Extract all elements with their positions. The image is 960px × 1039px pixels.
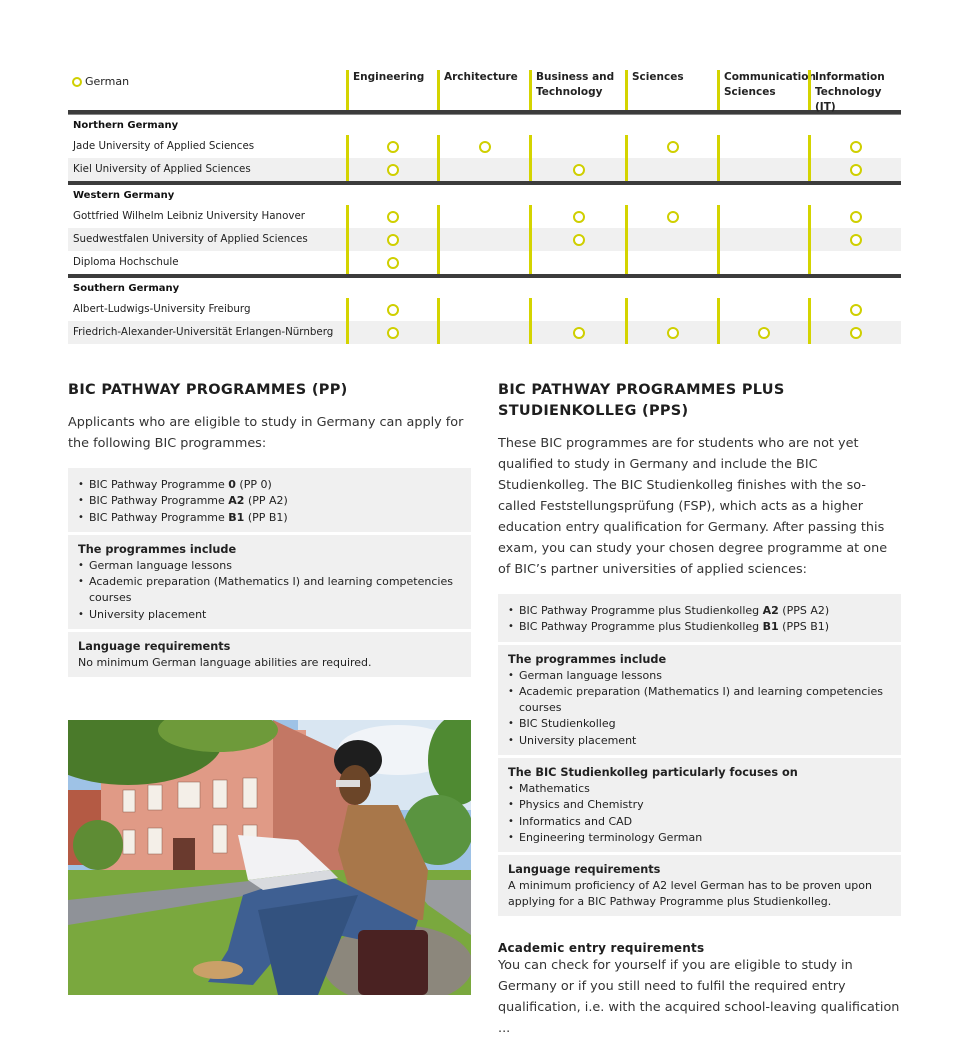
german-taught-dot-icon xyxy=(850,211,862,223)
programme-code: (PPS A2) xyxy=(778,604,830,617)
table-cell xyxy=(349,158,437,181)
german-taught-dot-icon xyxy=(850,234,862,246)
german-taught-dot-icon xyxy=(850,304,862,316)
include-item: • Academic preparation (Mathematics I) and learning competencies courses xyxy=(508,684,891,717)
german-taught-dot-icon xyxy=(850,141,862,153)
student-photo-image xyxy=(68,720,471,995)
table-cell xyxy=(628,251,717,274)
campus-photo xyxy=(68,720,471,995)
table-cell xyxy=(440,135,529,158)
table-cell xyxy=(720,321,808,344)
include-item: • BIC Studienkolleg xyxy=(508,716,891,732)
table-cell xyxy=(811,251,901,274)
table-cell xyxy=(349,298,437,321)
table-cell xyxy=(532,321,625,344)
programme-item xyxy=(78,510,461,526)
table-cell xyxy=(440,321,529,344)
table-cell xyxy=(811,205,901,228)
german-taught-dot-icon xyxy=(387,257,399,269)
programme-level: A2 xyxy=(228,494,245,508)
table-cell xyxy=(628,298,717,321)
pps-language-text: A minimum proficiency of A2 level German has to be proven upon applying for a BIC Pathway Programme plus Studienkolleg. xyxy=(508,879,872,909)
table-cell xyxy=(811,298,901,321)
table-row xyxy=(68,135,901,158)
table-cell xyxy=(720,158,808,181)
pps-include-box xyxy=(498,645,901,755)
table-cell xyxy=(349,135,437,158)
table-cell xyxy=(440,251,529,274)
german-taught-dot-icon xyxy=(387,234,399,246)
university-name: Diploma Hochschule xyxy=(73,256,179,268)
table-cell xyxy=(532,135,625,158)
pp-title: BIC PATHWAY PROGRAMMES (PP) xyxy=(68,382,348,398)
pps-include-list xyxy=(508,668,891,749)
focus-item: • Physics and Chemistry xyxy=(508,797,891,813)
study-programmes-table xyxy=(68,66,901,344)
column-header-communication-sciences: Communication Sciences xyxy=(717,70,809,110)
table-cell xyxy=(628,321,717,344)
pp-programmes-list xyxy=(78,477,461,526)
table-cell xyxy=(532,158,625,181)
pps-language-title: Language requirements xyxy=(508,863,661,877)
table-cell xyxy=(349,205,437,228)
table-cell xyxy=(349,228,437,251)
german-taught-dot-icon xyxy=(573,234,585,246)
programme-level: B1 xyxy=(762,620,779,634)
table-cell xyxy=(628,135,717,158)
pps-language-box xyxy=(498,855,901,916)
programme-name: BIC Pathway Programme xyxy=(89,494,229,508)
german-taught-dot-icon xyxy=(667,211,679,223)
university-name: Friedrich-Alexander-Universität Erlangen-Nürnberg xyxy=(73,326,334,338)
pps-section xyxy=(498,380,901,1039)
region-heading: Northern Germany xyxy=(73,120,179,131)
university-name: Kiel University of Applied Sciences xyxy=(73,163,251,175)
include-item: • University placement xyxy=(78,607,461,623)
pp-programmes-box xyxy=(68,468,471,532)
german-taught-dot-icon xyxy=(758,327,770,339)
german-taught-dot-icon xyxy=(387,164,399,176)
german-taught-dot-icon xyxy=(573,164,585,176)
table-cell xyxy=(628,205,717,228)
include-item: • German language lessons xyxy=(508,668,891,684)
column-header-sciences: Sciences xyxy=(625,70,714,110)
pps-focus-title: The BIC Studienkolleg particularly focuses on xyxy=(508,766,798,780)
pp-include-box xyxy=(68,535,471,629)
pps-programmes-list xyxy=(508,603,891,636)
programme-code: (PP A2) xyxy=(244,494,288,508)
german-taught-dot-icon xyxy=(387,327,399,339)
pps-title: BIC PATHWAY PROGRAMMES PLUS STUDIENKOLLEG (PPS) xyxy=(498,382,785,419)
pps-focus-box xyxy=(498,758,901,852)
german-taught-dot-icon xyxy=(573,211,585,223)
table-cell xyxy=(349,251,437,274)
german-taught-dot-icon xyxy=(387,141,399,153)
programme-name: BIC Pathway Programme xyxy=(89,478,229,491)
table-cell xyxy=(628,158,717,181)
legend xyxy=(72,75,129,88)
table-cell xyxy=(720,228,808,251)
programme-code: (PP B1) xyxy=(244,510,288,524)
table-cell xyxy=(532,205,625,228)
pps-programmes-box xyxy=(498,594,901,642)
programme-level: A2 xyxy=(762,604,779,617)
university-name: Albert-Ludwigs-University Freiburg xyxy=(73,303,251,315)
table-header xyxy=(68,66,901,113)
pp-language-box xyxy=(68,632,471,677)
programme-name: BIC Pathway Programme plus Studienkolleg xyxy=(519,620,763,634)
column-header-architecture: Architecture xyxy=(437,70,526,110)
pps-intro: These BIC programmes are for students who are not yet qualified to study in Germany and include the BIC Studienkolleg. The BIC Studienkolleg finishes with the so-called Feststellungsprüfung (FSP), which acts as a higher education entry qualification for Germany. After passing this exam, you can study your chosen degree programme at one of BIC’s partner universities of applied sciences: xyxy=(498,436,888,577)
table-cell xyxy=(720,298,808,321)
programme-level: B1 xyxy=(228,510,245,524)
include-item: • German language lessons xyxy=(78,558,461,574)
table-cell xyxy=(349,321,437,344)
legend-label: German xyxy=(85,75,130,88)
pp-include-title: The programmes include xyxy=(78,542,237,556)
german-taught-dot-icon xyxy=(387,211,399,223)
table-cell xyxy=(720,135,808,158)
university-name: Jade University of Applied Sciences xyxy=(73,140,255,152)
table-body xyxy=(68,110,901,344)
university-name: Gottfried Wilhelm Leibniz University Hanover xyxy=(73,210,306,222)
table-cell xyxy=(532,298,625,321)
table-cell xyxy=(720,205,808,228)
german-taught-dot-icon xyxy=(850,327,862,339)
german-taught-dot-icon xyxy=(387,304,399,316)
pps-include-title: The programmes include xyxy=(508,652,667,666)
table-row xyxy=(68,321,901,344)
table-row xyxy=(68,158,901,181)
programme-name: BIC Pathway Programme xyxy=(89,510,229,524)
focus-item: • Mathematics xyxy=(508,781,891,797)
german-taught-dot-icon xyxy=(72,77,82,87)
german-taught-dot-icon xyxy=(667,141,679,153)
university-name: Suedwestfalen University of Applied Sciences xyxy=(73,233,308,245)
table-row xyxy=(68,205,901,228)
column-header-business-technology: Business and Technology xyxy=(529,70,621,110)
table-row xyxy=(68,251,901,274)
table-cell xyxy=(720,251,808,274)
table-row xyxy=(68,228,901,251)
entry-requirements-title: Academic entry requirements xyxy=(498,941,705,956)
table-cell xyxy=(811,228,901,251)
programme-code: (PP 0) xyxy=(235,478,272,491)
include-item: • Academic preparation (Mathematics I) and learning competencies courses xyxy=(78,574,461,607)
region-heading: Western Germany xyxy=(73,190,175,201)
include-item: • University placement xyxy=(508,733,891,749)
german-taught-dot-icon xyxy=(667,327,679,339)
region-heading: Southern Germany xyxy=(73,283,180,294)
table-cell xyxy=(811,321,901,344)
table-cell xyxy=(628,228,717,251)
table-cell xyxy=(532,228,625,251)
table-cell xyxy=(440,205,529,228)
pp-include-list xyxy=(78,558,461,623)
table-row xyxy=(68,298,901,321)
german-taught-dot-icon xyxy=(479,141,491,153)
programme-item xyxy=(508,619,891,635)
programme-item xyxy=(78,493,461,509)
table-cell xyxy=(532,251,625,274)
table-cell xyxy=(811,135,901,158)
german-taught-dot-icon xyxy=(573,327,585,339)
table-cell xyxy=(811,158,901,181)
column-header-engineering: Engineering xyxy=(346,70,435,110)
programme-code: (PPS B1) xyxy=(778,620,830,634)
programme-item xyxy=(78,477,461,493)
pps-focus-list xyxy=(508,781,891,846)
pp-intro: Applicants who are eligible to study in Germany can apply for the following BIC programmes: xyxy=(68,415,464,451)
pp-section xyxy=(68,380,471,680)
programme-level: 0 xyxy=(228,478,236,491)
focus-item: • Engineering terminology German xyxy=(508,830,891,846)
table-cell xyxy=(440,228,529,251)
entry-requirements-text: You can check for yourself if you are eligible to study in Germany or if you still need to fulfil the required entry qualification, i.e. with the acquired school-leaving qualification ... xyxy=(498,958,900,1037)
table-cell xyxy=(440,158,529,181)
column-header-information-technology: Information Technology (IT) xyxy=(808,70,905,110)
pp-language-text: No minimum German language abilities are required. xyxy=(78,656,372,670)
programme-item xyxy=(508,603,891,619)
table-cell xyxy=(440,298,529,321)
focus-item: • Informatics and CAD xyxy=(508,814,891,830)
pp-language-title: Language requirements xyxy=(78,640,231,654)
programme-name: BIC Pathway Programme plus Studienkolleg xyxy=(519,604,763,617)
german-taught-dot-icon xyxy=(850,164,862,176)
